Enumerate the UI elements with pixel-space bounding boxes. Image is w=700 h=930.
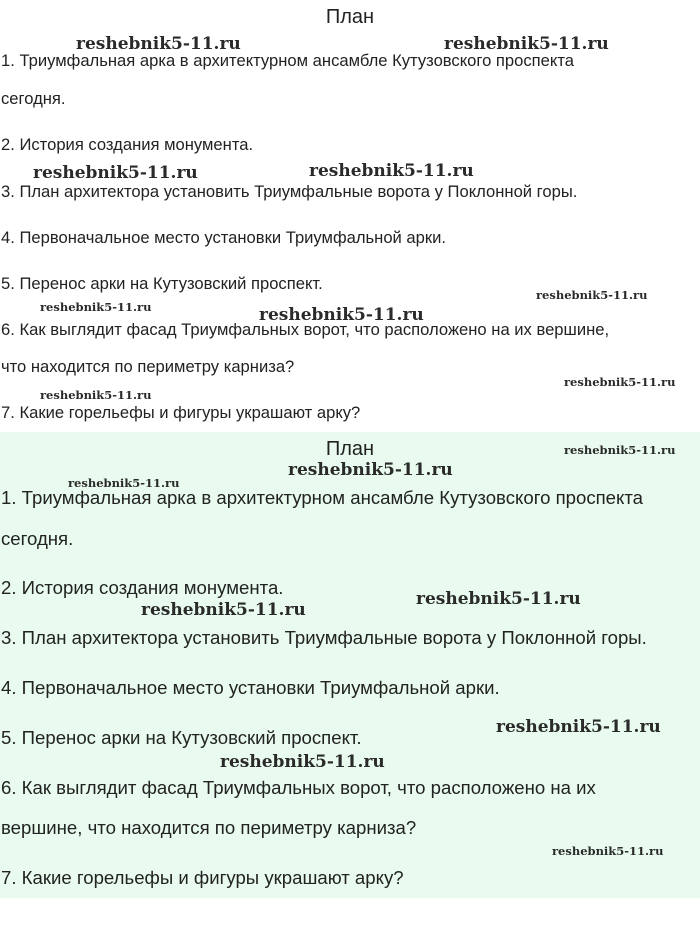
plan-line: 5. Перенос арки на Кутузовский проспект.: [1, 727, 362, 748]
plan-line: 4. Первоначальное место установки Триумфальной арки.: [1, 677, 500, 698]
watermark: reshebnik5-11.ru: [564, 443, 676, 457]
watermark: reshebnik5-11.ru: [33, 163, 198, 183]
watermark: reshebnik5-11.ru: [141, 600, 306, 620]
plan-line: 3. План архитектора установить Триумфальные ворота у Поклонной горы.: [1, 182, 578, 201]
plan-line: 6. Как выглядит фасад Триумфальных ворот, что расположено на их: [1, 777, 596, 798]
watermark: reshebnik5-11.ru: [416, 589, 581, 609]
plan-line: 1. Триумфальная арка в архитектурном ансамбле Кутузовского проспекта: [1, 51, 574, 70]
plan-block-bottom: [0, 432, 700, 898]
plan-line: 2. История создания монумента.: [1, 577, 284, 598]
watermark: reshebnik5-11.ru: [496, 717, 661, 737]
plan-line: сегодня.: [1, 528, 74, 549]
plan-line: 2. История создания монумента.: [1, 135, 254, 154]
plan-line: 5. Перенос арки на Кутузовский проспект.: [1, 274, 323, 293]
plan-line: 3. План архитектора установить Триумфальные ворота у Поклонной горы.: [1, 627, 647, 648]
watermark: reshebnik5-11.ru: [536, 288, 648, 302]
plan-title-bottom: План: [325, 438, 375, 460]
watermark: reshebnik5-11.ru: [40, 300, 152, 314]
plan-line: вершине, что находится по периметру карниза?: [1, 817, 417, 838]
plan-line: 6. Как выглядит фасад Триумфальных ворот, что расположено на их вершине,: [1, 320, 610, 339]
watermark: reshebnik5-11.ru: [309, 161, 474, 181]
plan-block-top: [0, 0, 700, 432]
plan-line: 7. Какие горельефы и фигуры украшают арку?: [1, 867, 404, 888]
watermark: reshebnik5-11.ru: [259, 305, 424, 325]
plan-line: 1. Триумфальная арка в архитектурном ансамбле Кутузовского проспекта: [1, 487, 644, 508]
plan-line: сегодня.: [1, 89, 66, 108]
plan-line: 7. Какие горельефы и фигуры украшают арку?: [1, 403, 361, 422]
watermark: reshebnik5-11.ru: [76, 34, 241, 54]
watermark: reshebnik5-11.ru: [444, 34, 609, 54]
watermark: reshebnik5-11.ru: [220, 752, 385, 772]
watermark: reshebnik5-11.ru: [552, 844, 664, 858]
plan-line: 4. Первоначальное место установки Триумфальной арки.: [1, 228, 447, 247]
watermark: reshebnik5-11.ru: [288, 460, 453, 480]
plan-title-top: План: [325, 6, 375, 28]
watermark: reshebnik5-11.ru: [68, 476, 180, 490]
watermark: reshebnik5-11.ru: [564, 375, 676, 389]
plan-line: что находится по периметру карниза?: [1, 357, 295, 376]
watermark: reshebnik5-11.ru: [40, 388, 152, 402]
